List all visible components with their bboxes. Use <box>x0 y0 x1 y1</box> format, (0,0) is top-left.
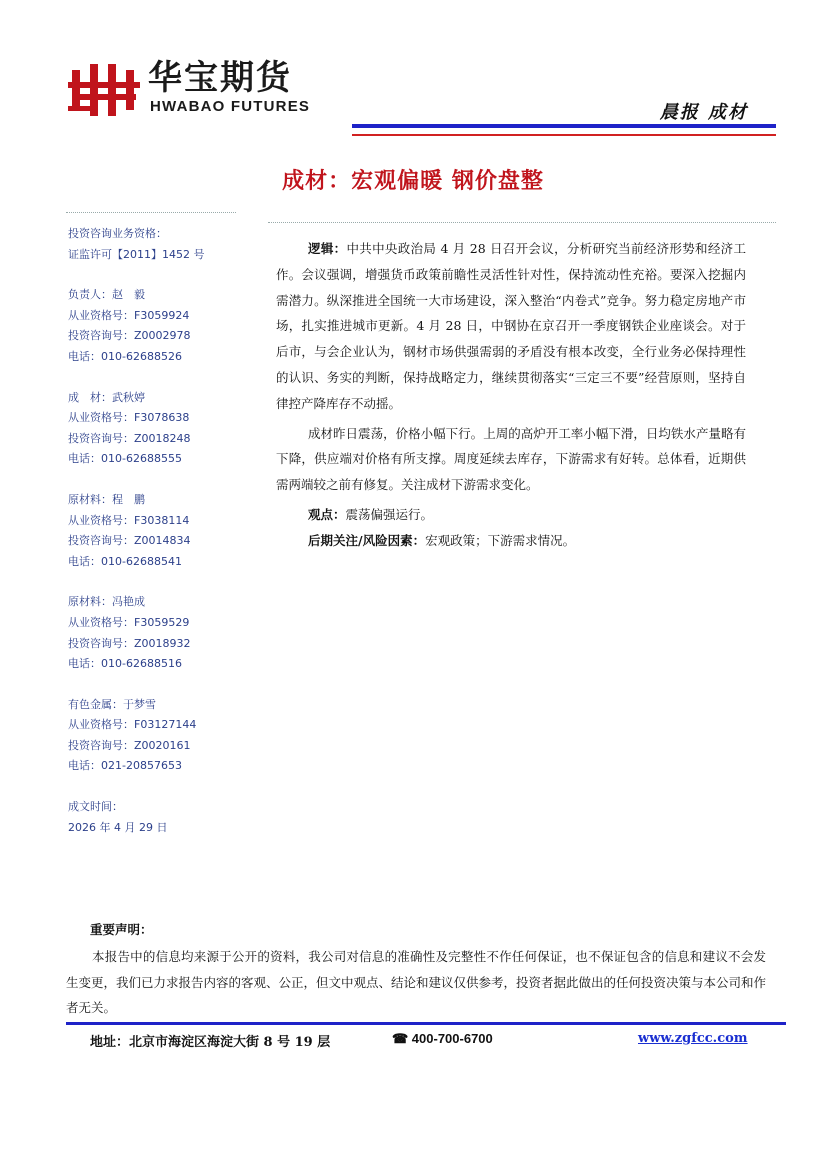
contact-block <box>68 388 248 470</box>
view-label: 观点： <box>308 506 346 522</box>
view-text: 震荡偏强运行。 <box>345 506 434 522</box>
contact-role: 有色金属：于梦雪 <box>68 697 156 711</box>
hwabao-logo-icon <box>68 64 140 116</box>
contact-phone: 电话：010-62688541 <box>68 554 182 568</box>
contact-phone: 电话：010-62688526 <box>68 349 182 363</box>
contact-block <box>68 285 248 367</box>
contact-phone: 电话：010-62688516 <box>68 657 182 671</box>
contact-consult: 投资咨询号：Z0018248 <box>68 431 191 445</box>
logic-paragraph <box>276 236 746 417</box>
sidebar-divider <box>66 212 236 213</box>
contact-license: 从业资格号：F3038114 <box>68 513 190 527</box>
header-rule-blue <box>352 124 776 128</box>
footer-website-link[interactable]: www.zgfcc.com <box>638 1031 748 1046</box>
date-value: 2026 年 4 月 29 日 <box>68 820 168 834</box>
disclaimer-text: 本报告中的信息均来源于公开的资料，我公司对信息的准确性及完整性不作任何保证，也不保证包含的信息和建议不会发生变更，我们已力求报告内容的客观、公正，但文中观点、结论和建议仅供参考，投资者据此做出的任何投资决策与本公司和作者无关。 <box>66 949 767 1015</box>
contact-license: 从业资格号：F03127144 <box>68 718 197 732</box>
brand-name-en: HWABAO FUTURES <box>150 98 311 115</box>
footer-phone: ☎ 400-700-6700 <box>392 1031 493 1046</box>
risk-label: 后期关注/风险因素： <box>308 532 426 548</box>
sidebar <box>68 224 248 838</box>
risk-line <box>276 528 746 554</box>
contact-block <box>68 490 248 572</box>
contact-license: 从业资格号：F3078638 <box>68 411 190 425</box>
logic-text: 中共中央政治局 4 月 28 日召开会议，分析研究当前经济形势和经济工作。会议强调，增强货币政策前瞻性灵活性针对性，保持流动性充裕。要深入挖掘内需潜力。纵深推进全国统一大市场建设，深入整治“内卷式”竞争。努力稳定房地产市场，扎实推进城市更新。4 月 28 日，中钢协在京召开一季度钢铁企业座谈会。对于后市，与会企业认为，钢材市场供强需弱的矛盾没有根本改变，全行业务必保持理性的认识、务实的判断，保持战略定力，继续贯彻落实“三定三不要”经营原则，坚持自律控产降库存不动摇。 <box>276 241 746 411</box>
contact-consult: 投资咨询号：Z0020161 <box>68 738 191 752</box>
contact-role: 原材料：冯艳成 <box>68 595 145 609</box>
contact-role: 负责人：赵 毅 <box>68 288 145 302</box>
qualification-value: 证监许可【2011】1452 号 <box>68 247 205 261</box>
contact-phone: 电话：021-20857653 <box>68 759 182 773</box>
main-divider <box>268 222 776 223</box>
disclaimer-title: 重要声明： <box>90 922 153 937</box>
report-tag: 晨报 成材 <box>659 102 748 123</box>
contact-block <box>68 695 248 777</box>
contact-consult: 投资咨询号：Z0018932 <box>68 636 191 650</box>
contact-block <box>68 592 248 674</box>
market-paragraph: 成材昨日震荡，价格小幅下行。上周的高炉开工率小幅下滑，日均铁水产量略有下降，供应端对价格有所支撑。周度延续去库存，下游需求有好转。总体看，近期供需两端较之前有修复。关注成材下游需求变化。 <box>276 425 746 493</box>
header-rule-red <box>352 134 776 136</box>
contact-consult: 投资咨询号：Z0002978 <box>68 329 191 343</box>
report-body <box>276 236 746 554</box>
contact-consult: 投资咨询号：Z0014834 <box>68 534 191 548</box>
qualification-label: 投资咨询业务资格： <box>68 227 167 240</box>
risk-text: 宏观政策；下游需求情况。 <box>425 532 576 548</box>
date-label: 成文时间： <box>68 800 123 814</box>
logic-label: 逻辑： <box>308 241 347 256</box>
contact-license: 从业资格号：F3059529 <box>68 615 190 629</box>
contact-phone: 电话：010-62688555 <box>68 452 182 466</box>
contact-role: 成 材：武秋婷 <box>68 390 145 404</box>
contact-role: 原材料：程 鹏 <box>68 492 145 506</box>
view-line <box>276 502 746 528</box>
footer-rule <box>66 1022 786 1025</box>
footer-address: 地址：北京市海淀区海淀大街 8 号 19 层 <box>90 1035 331 1050</box>
document-title: 成材：宏观偏暖 钢价盘整 <box>282 169 544 194</box>
brand-name-cn: 华宝期货 <box>148 58 292 98</box>
contact-license: 从业资格号：F3059924 <box>68 308 190 322</box>
